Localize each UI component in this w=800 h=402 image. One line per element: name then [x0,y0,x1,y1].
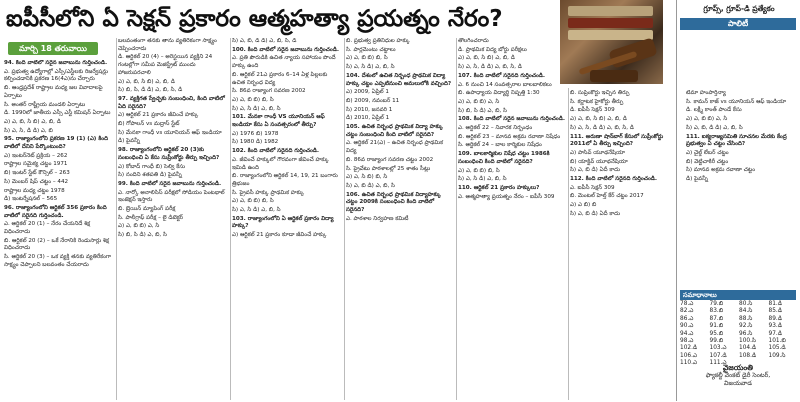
column-line: 96. రాజ్యాంగంలోని ఆర్టికల్ 356 ప్రకారం కింది వాటిలో సరైనది గుర్తించండి. [4,204,107,219]
column-line: డి. లక్ష్మీ కాంత్ పాండే కేసు [686,107,742,114]
column-line: 109. బాలకార్మికుల నిషేధ చట్టం 1986కి సంబంధించి కింది వాటిలో సరైనది? [458,151,550,165]
column-line: ఎ) ఎ, బి బి) ఎ, సి [458,98,500,105]
column-line: సి. ప్రైవేటు పాఠశాలల్లో 25 శాతం సీట్లు [346,165,431,172]
column-line: సి) బి, సి, డి డి) ఎ, బి, సి, డి [118,87,183,94]
sound-block-icon [590,70,638,82]
column-line: సి) మెంబర్ షిప్ చట్టం – 442 [4,178,69,185]
column-line: 98. రాజ్యాంగంలోని ఆర్టికల్ 20 (3)కు సంబంధించి ఏ కేసు సుప్రీంకోర్టు తీర్పు ఇచ్చింది? [118,147,220,161]
question-column-5 [458,38,566,400]
column-line: డి. 1990లో జాతీయ ఎస్సీ ఎస్టీ కమిషన్ ఏర్పాటు [4,110,111,117]
column-line: 111. ఐక్యరాజ్యసమితి సూచనల మేరకు కేంద్ర ప్రభుత్వం ఏ చట్టం చేసింది? [686,133,787,148]
continuation-date-bar: మార్చి 18 తరువాయి [8,42,98,55]
column-line: ఎ) కోబాద్ గాంధీ బి) సెల్వి కేసు [118,163,186,170]
column-line: 97. వ్యక్తిగత స్వేచ్ఛకు సంబంధించి, కింది వాటిలో ఏది సరైనది? [118,95,225,110]
column-line: డి. ఆర్టికల్ 20 (4) – అరెస్టయిన వ్యక్తిని 24 గంటల్లోగా సమీప మెజిస్ట్రేట్ ముందు హాజరుపరచాలి [118,54,213,76]
column-line: బి) యాక్టివ్ యూథనేషియా [570,158,628,165]
question-column-6 [570,90,674,400]
column-line: డి) పైవన్నీ [118,138,140,145]
answer-item: 95.బి [709,330,724,337]
answer-item: 104.డి [739,345,757,352]
answers-title: సమాధానాలు [680,290,796,300]
column-line: రాష్ట్రాల సమైక్య చట్టం 1971 [4,161,68,168]
column-line: సి) ఎ, సి డి) ఎ, బి, సి [232,207,281,214]
column-line: సి) ఎ, బి డి) ఏదీ కాదు [570,210,621,217]
answer-item: 89.డి [768,315,783,322]
special-title: గ్రూప్స్, గ్రూప్-డి ప్రత్యేకం [703,4,775,13]
answer-item: 97.డి [768,330,783,337]
answer-item: 99.బి [709,338,724,345]
book-icon [568,30,653,40]
column-line: 100. కింది వాటిలో సరైన జవాబును గుర్తించండి. [232,46,339,53]
column-line: బి) వెట్టిచాకిరీ చట్టం [686,158,729,165]
column-line: ఎ. నార్కో అనాలిసిస్ పరీక్షలో సోడియం పెంటథాల్ ఇంజెక్షన్ ఇస్తారు [118,189,225,204]
column-line: సి. ఆర్టికల్ 20 (3) – ఒక వ్యక్తి తనకు వ్యతిరేకంగా సాక్ష్యం చెప్పాలని బలవంతం చేయరాదు [4,254,112,268]
column-line: 101. మేనకా గాంధీ VS యూనియన్ ఆఫ్ ఇండియా కేసు ఏ సంవత్సరంలో తీర్పు? [232,114,325,129]
column-line: రాష్ట్రాల మధ్య చట్టం 1978 [4,187,65,194]
column-line: డి. ఐపీసీ సెక్షన్ 309 [570,107,615,114]
answer-item: 81.డి [768,301,783,307]
polity-section-bar: పాలిటీ [680,18,796,30]
column-line: సి) ఎ, సి, డి డి) ఎ, బి, సి, డి [458,64,522,71]
column-line: బి) గోపాలన్ vs మద్రాస్ స్టేట్ [118,121,180,128]
answer-item: 107.డి [709,352,727,359]
author-role: ఫ్యాకల్టీ వెంకట్ డైరీ సెంటర్, [705,372,771,379]
answer-item: 82.ఎ [680,308,694,315]
column-line: బి. 86వ రాజ్యాంగ సవరణ చట్టం 2002 [346,156,434,163]
column-line: ఎ. ఆత్మహత్యా ప్రయత్నం నేరం – ఐపీసీ 309 [458,193,555,200]
column-line: ఎ) పాసివ్ యూథనేషియా [570,149,625,156]
answer-item: 78.ఎ [680,301,694,307]
column-line: బి. ప్రభుత్వ ప్రతినిధుల హక్కు [346,38,410,44]
column-line: సి) నందిని శతపతి డి) పైవన్నీ [118,172,182,179]
column-line: ఎ) ఎ, బి బి) బి, సి [346,55,388,62]
question-column-2 [118,38,228,400]
column-line: సి) ఎ, సి, డి డి) ఎ, బి, సి, డి [570,124,634,131]
column-divider [344,38,345,400]
column-line: ఎ) ఎ, బి, సి బి) ఎ, బి, డి [458,55,515,62]
column-line: ఎ. ఆర్టికల్ 21(ఎ) – ఉచిత నిర్బంధ ప్రాథమిక విద్య [346,140,444,155]
column-line: ఎ) ఎ, సి బి) బి, సి [346,174,388,181]
column-line: బి. ఉపాధ్యాయ విద్యార్థి నిష్పత్తి 1:30 [458,90,540,97]
answer-item: 91.బి [709,323,724,330]
column-line: సి. 86వ రాజ్యాంగ సవరణ 2002 [232,88,306,95]
column-line: సి) 2010, జనవరి 1 [346,106,393,113]
column-line: ఎ. ప్రభుత్వ ఉద్యోగాల్లో ఎస్సీ/ఎస్టీలకు రిజర్వేషన్లు కల్పించడానికి ప్రకరణ 16(4ఎ)ను చేర్చారు [4,68,109,83]
column-line: బి. ఆంధ్రప్రదేశ్ రాష్ట్రాల మధ్య జల వివాదాలపై ఏర్పాటు [4,85,103,99]
answer-item: 101.బి [768,338,786,345]
column-line: సి) మేనకా గాంధీ vs యూనియన్ ఆఫ్ ఇండియా [118,129,222,136]
column-line: ఎ. 6 నుంచి 14 సంవత్సరాల బాలబాలికలు [458,81,552,88]
answer-item: 102.డి [680,345,698,352]
column-line: 102. కింది వాటిలో సరైనది గుర్తించండి. [232,148,320,155]
answer-item: 87.బి [709,315,724,322]
column-line: 105. ఉచిత నిర్బంధ ప్రాథమిక విద్యా హక్కు చట్టం సంబంధించి కింది వాటిలో సరైనది? [346,124,443,138]
answer-item: 111.ఎ [709,360,727,367]
column-line: సి. అంతర్ రాష్ట్రీయ మండలి ఏర్పాటు [4,101,86,108]
column-line: బి. రాజ్యాంగంలోని ఆర్టికల్ 14, 19, 21 బంగారు త్రిభుజం [232,173,338,187]
column-line: బి) ఇంటర్ స్టేట్ కౌన్సిల్ – 263 [4,170,70,177]
author-place: విజయవాడ [724,380,752,387]
column-line: 112. కింది వాటిలో సరైనది గుర్తించండి. [570,176,658,183]
column-line: 104. దేశంలో ఉచిత నిర్బంధ ప్రాథమిక విద్యా హక్కు చట్టం ఎప్పటినుంచి అమలులోకి వచ్చింది? [346,72,452,87]
column-line: 95. రాజ్యాంగంలోని ప్రకరణ 19 (1) (ఎ) కింది వాటిలో దేనిని పేర్కొంటుంది? [4,136,109,151]
column-line: సి) ఎ, బి, డి డి) ఎ, బి, సి, డి [232,38,297,44]
answer-item: 109.సి [768,352,786,359]
column-line: ఎ) 1976 బి) 1978 [232,130,279,137]
column-line: ఎ) ఆర్టికల్ 21 ప్రకారం కూడా జీవించే హక్కు [232,232,327,239]
column-line: సి) ఎ, సి డి) ఎ, బి, సి [346,64,395,71]
column-line: బలవంతంగా తనకు తాను వ్యతిరేకంగా సాక్ష్యం చెప్పించరాదు [118,38,217,52]
column-line: ఎ) ఎ, బి, సి బి) ఎ, బి, డి [118,78,175,85]
answer-item: 103.ఎ [709,345,727,352]
column-line: బి) 2009, నవంబర్ 11 [346,97,400,104]
answer-item: 94.ఎ [680,330,694,337]
column-line: బి. ఆర్టికల్ 20 (2) – ఒకే నేరానికి రెండుసార్లు శిక్ష విధించరాదు [4,237,109,252]
column-line: సి) ఎ, బి డి) ఏదీ కాదు [570,167,621,174]
author-name: వైజయంతి [722,363,754,372]
column-line: టీమా హంపార్తిన్యా [686,90,726,96]
column-line: బి. సుప్రీంకోర్టు ఇచ్చిన తీర్పు [570,90,630,96]
answer-item: 105.డి [768,345,786,352]
column-line: 111. అరుణా షాన్‌బాగ్ కేసులో సుప్రీంకోర్టు 2011లో ఏ తీర్పు ఇచ్చింది? [570,133,664,148]
answer-item: 79.బి [709,301,724,307]
column-line: ఎ) ఆర్టికల్ 21 ప్రకారం జీవించే హక్కు [118,112,199,119]
column-line: ఎ. జీవించే హక్కులో గౌరవంగా జీవించే హక్కు ఇమిడి ఉంది [232,156,329,171]
book-icon [568,18,653,28]
column-line: ఎ. పాఠశాల నిర్వహణ కమిటీ [346,215,409,222]
column-line: సి. ప్రైవసీ హక్కు ప్రాథమిక హక్కు [232,189,305,196]
question-column-7 [686,90,796,290]
column-line: ఎ) ఎ బి) బి [570,202,597,209]
answer-item: 83.బి [709,308,724,315]
answers-grid [680,301,796,367]
column-line: తొలగించరాదు [458,38,489,44]
question-column-4 [346,38,454,400]
question-column-3 [232,38,342,400]
column-line: ఎ. ఆర్టికల్ 20 (1) – నేరం చేయనిదే శిక్ష విధించరాదు [4,221,91,236]
column-line: ఎ. ప్రతి పౌరుడికి ఉచిత న్యాయ సహాయం పొందే హక్కు ఉంది [232,55,336,70]
book-icon [568,6,653,16]
page-headline: ఐపీసీలోని ఏ సెక్షన్ ప్రకారం ఆత్మహత్యా ప్రయత్నం నేరం? [6,6,503,32]
column-line: 103. రాజ్యాంగంలోని ఏ ఆర్టికల్ ప్రకారం విద్యా హక్కు? [232,215,334,230]
answer-item: 100.సి [739,338,756,345]
column-line: సి) ఎ, సి, డి డి) ఎ, బి [4,127,53,134]
column-line: సి) ఎ, బి, డి డి) ఎ, బి, సి [686,124,743,131]
column-line: ఎ. ఐపీసీ సెక్షన్ 309 [570,184,615,191]
column-line: సి) ఎ, బి డి) ఎ, బి, సి [346,182,395,189]
column-line: ఎ) 2009, ఏప్రిల్ 1 [346,89,389,96]
column-line: డి) పైవన్నీ [686,176,708,183]
column-line: సి. కర్ణాటక హైకోర్టు తీర్పు [570,98,624,105]
column-divider [116,38,117,400]
column-line: ఎ) ఎ, బి బి) బి, సి [232,198,274,205]
column-line: 99. కింది వాటిలో సరైన జవాబును గుర్తించండి. [118,180,222,187]
column-line: డి) 2010, ఏప్రిల్ 1 [346,115,390,122]
column-line: ఎ) ఎ, బి, సి బి) ఎ, బి, డి [570,116,627,123]
column-line: సి) బి, సి డి) ఎ, బి, సి [118,232,167,239]
answer-item: 92.సి [739,323,753,330]
column-line: ఎ. ఆర్టికల్ 22 – నివారక నిర్బంధం [458,125,533,132]
answer-item: 93.డి [768,323,783,330]
column-line: సి. పార్లమెంటు చట్టాలు [346,46,396,53]
column-line: బి. ఆర్టికల్ 21ఎ ప్రకారం 6–14 ఏళ్ల పిల్లలకు ఉచిత నిర్బంధ విద్య [232,71,328,86]
author-credit [680,364,796,388]
answer-item: 106.ఎ [680,352,698,359]
column-divider [456,38,457,400]
column-line: సి. ఆర్టికల్ 24 – బాల కార్మికుల నిషేధం [458,142,542,149]
answer-item: 85.డి [768,308,783,315]
column-line: సి) మానవ అక్రమ రవాణా చట్టం [686,167,756,174]
column-line: 106. ఉచిత నిర్బంధ ప్రాథమిక విద్యాహక్కు చట్టం 2009కి సంబంధించి కింది వాటిలో సరైనది? [346,191,441,214]
column-line: ఎ) ఇంటర్‌నెట్ ప్రక్రియ – 262 [4,152,68,159]
column-line: ఎ) ఎ, బి బి) ఎ, సి [118,223,160,230]
column-line: సి) ఎ, సి డి) ఎ, బి, సి [232,105,281,112]
column-line: సి) ఎ, సి డి) ఎ, బి, సి [458,176,507,183]
column-line: 108. కింది వాటిలో సరైన జవాబును గుర్తించండి. [458,116,565,123]
answer-item: 80.సి [739,301,753,307]
answer-item: 86.ఎ [680,315,694,322]
answer-item: 98.ఎ [680,338,694,345]
answer-item: 96.సి [739,330,753,337]
column-line: ఎ) ఎ, బి బి) బి, సి [458,167,500,174]
column-line: 94. కింది వాటిలో సరైన జవాబును గుర్తించండి. [4,60,108,66]
column-line: సి. కామన్ కాజ్ vs యూనియన్ ఆఫ్ ఇండియా [686,98,787,105]
column-line: సి. పాలీగ్రాఫ్ పరీక్ష – లై డిటెక్టర్ [118,214,184,221]
column-line: సి) బి, సి డి) ఎ, బి, సి [458,107,507,114]
column-line: బి. బ్రెయిన్ మ్యాపింగ్ పరీక్ష [118,206,176,213]
answer-item: 90.ఎ [680,323,694,330]
column-line: బి. ఆర్టికల్ 23 – మానవ అక్రమ రవాణా నిషేధం [458,133,561,140]
answer-item: 88.సి [739,315,753,322]
answer-item: 110.ఎ [680,360,698,367]
column-divider [230,38,231,400]
column-line: డి) ఇంటర్నేషనల్ – 565 [4,196,58,203]
column-line: ఎ) ఎ, బి బి) బి, సి [232,96,274,103]
column-line: ఎ) ఎ, బి, సి బి) ఎ, బి, డి [4,118,61,125]
column-divider [568,88,569,400]
column-line: బి. మెంటల్ హెల్త్ కేర్ చట్టం 2017 [570,193,644,200]
gavel-books-photo [560,0,663,84]
column-line: సి) 1980 డి) 1982 [232,139,279,146]
column-line: 110. ఆర్టికల్ 21 ప్రకారం హక్కులు? [458,184,540,191]
answer-item: 108.డి [739,352,757,359]
column-line: ఎ) ఎ, బి బి) ఎ, సి [686,116,728,123]
answer-item: 84.సి [739,308,753,315]
column-line: 107. కింది వాటిలో సరైనది గుర్తించండి. [458,72,546,79]
question-column-1 [4,60,114,400]
column-line: ఎ) చైల్డ్ లేబర్ చట్టం [686,149,729,156]
column-line: డి. ప్రాథమిక విద్య బోర్డు పరీక్షలు [458,46,527,53]
